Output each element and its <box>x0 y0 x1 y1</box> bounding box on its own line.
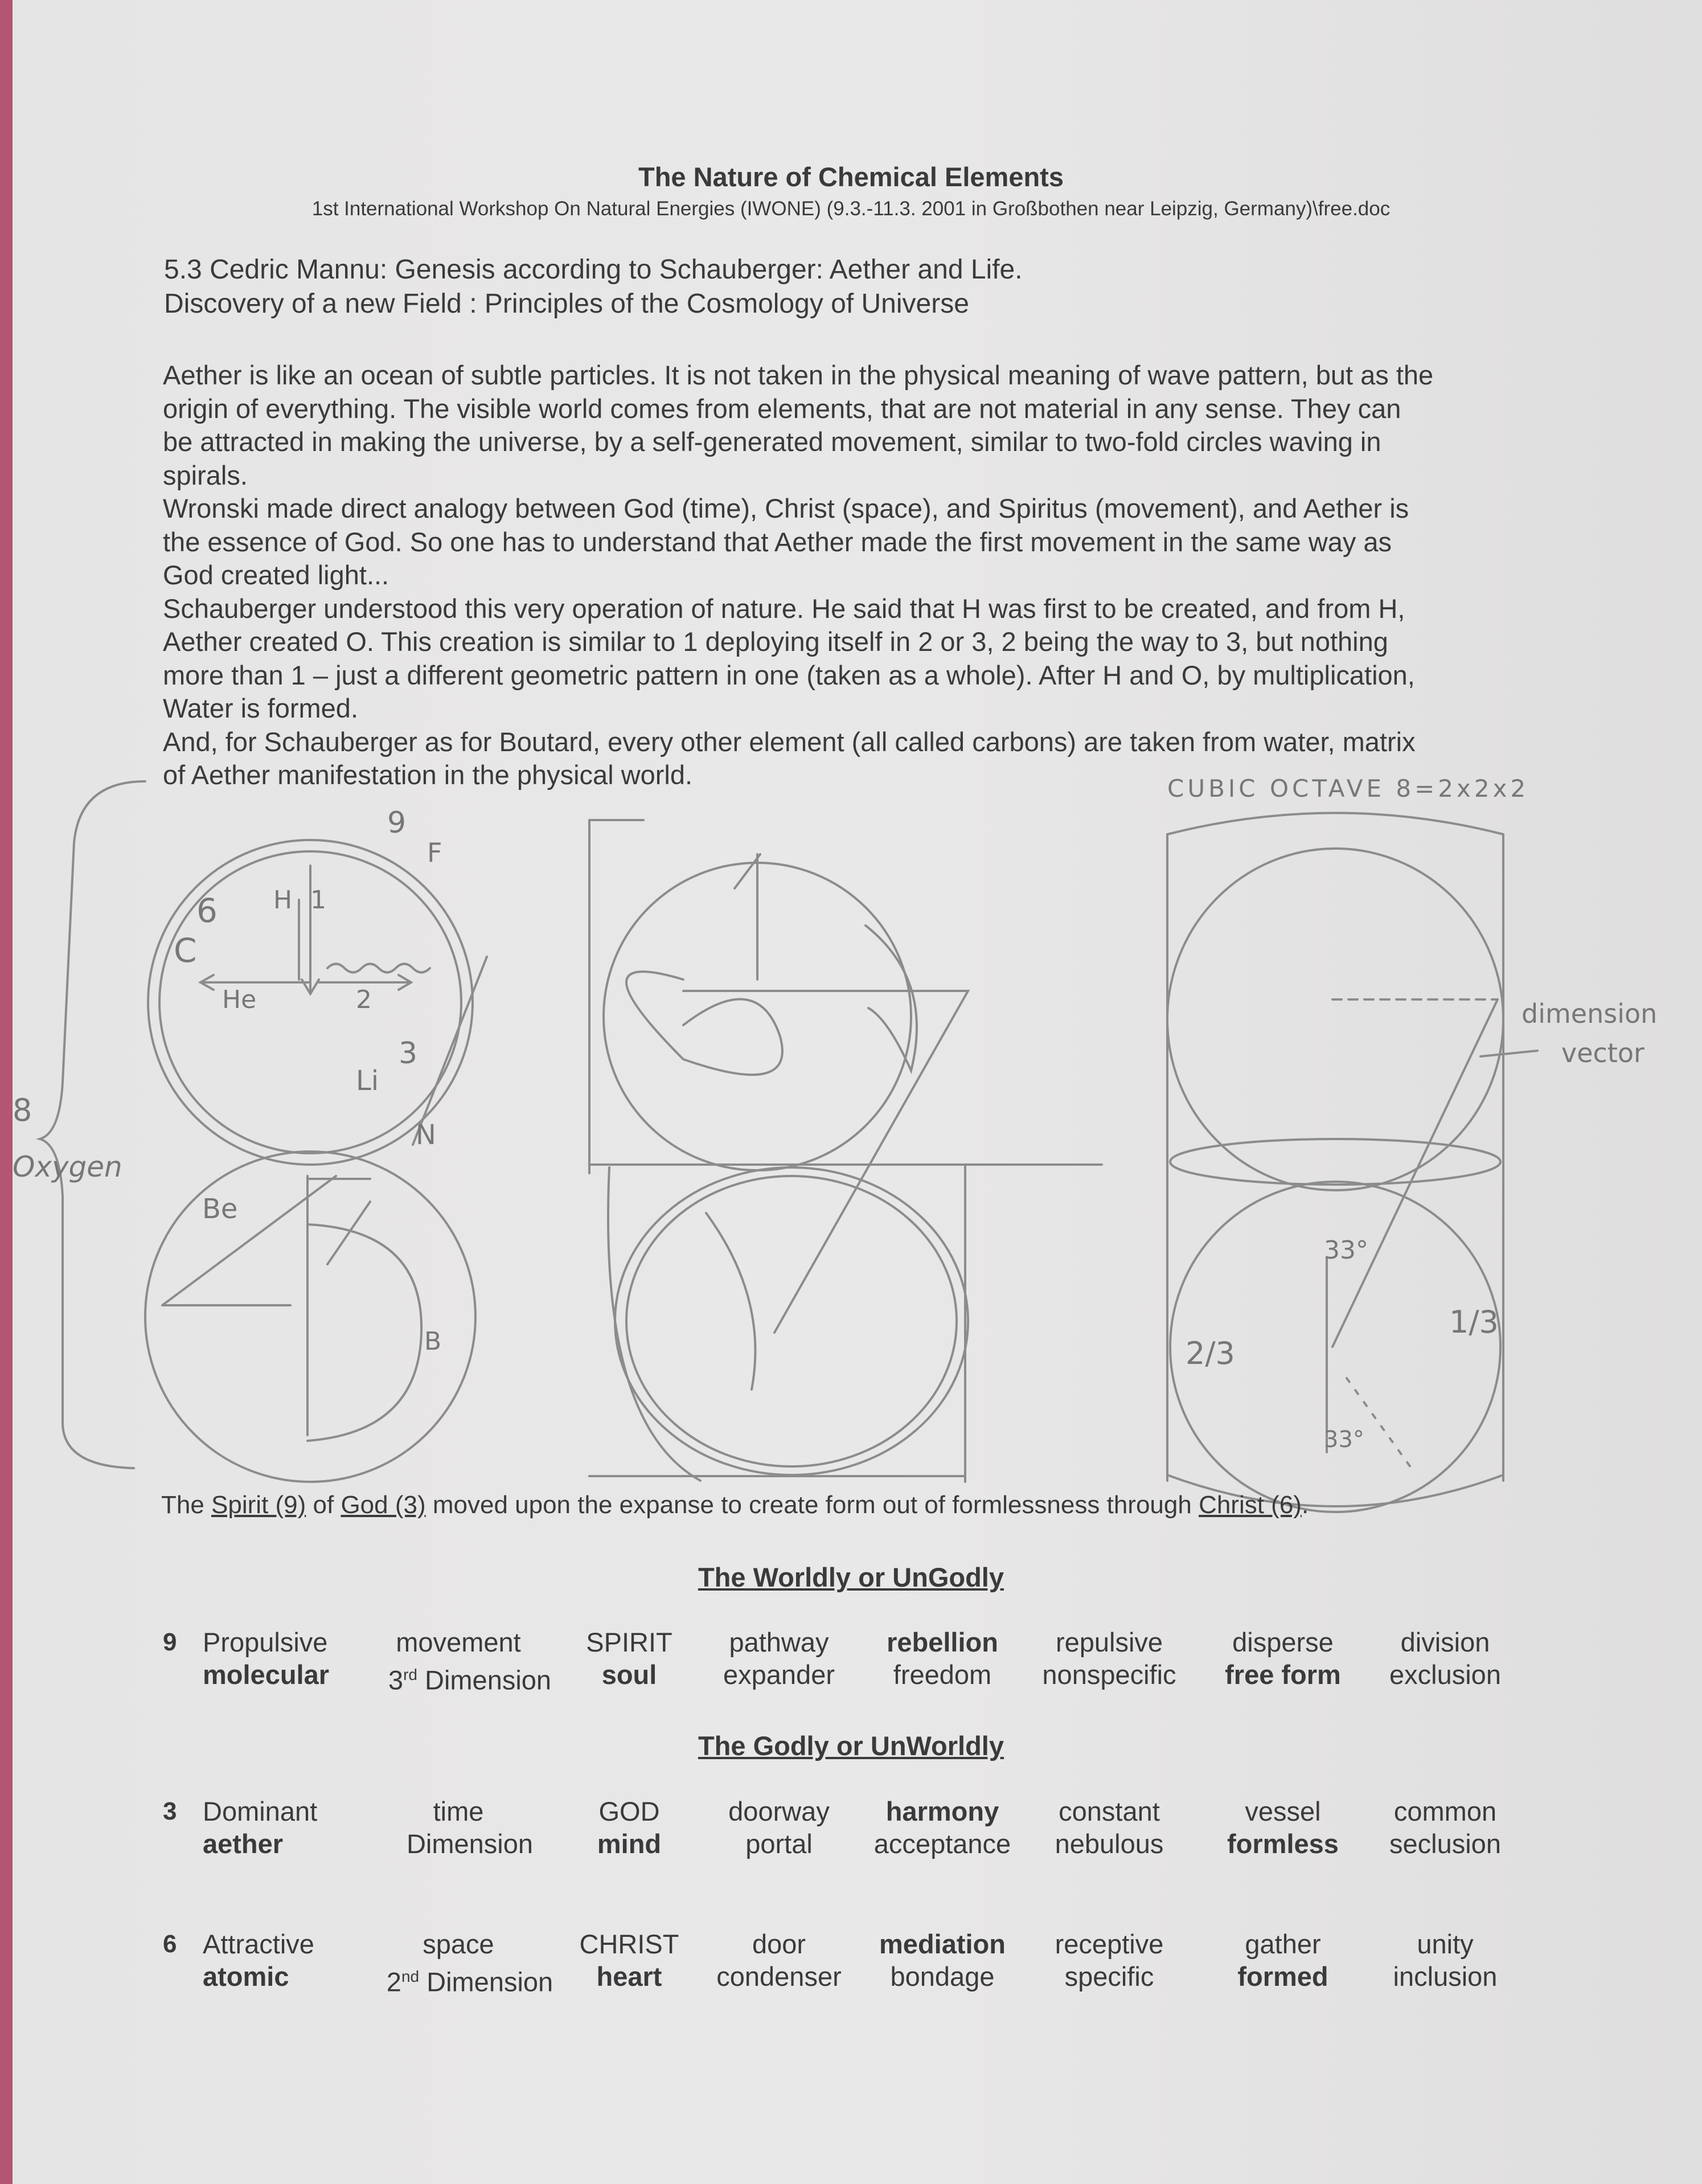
body-line: of Aether manifestation in the physical world. <box>163 760 693 790</box>
section-subheading: Discovery of a new Field : Principles of the Cosmology of Universe <box>164 289 969 319</box>
middle-frame <box>589 820 1102 1482</box>
label-vector: vector <box>1561 1038 1644 1068</box>
cell-top: Propulsive <box>203 1627 328 1657</box>
cell-bottom: aether <box>203 1829 284 1859</box>
cell-bottom: mind <box>597 1829 662 1859</box>
sphere-equator <box>1170 1139 1500 1185</box>
body-line: be attracted in making the universe, by a self-generated movement, similar to two-fold circles waving in <box>163 427 1381 457</box>
cell-bottom: acceptance <box>873 1829 1011 1859</box>
cell-bottom: nonspecific <box>1042 1659 1176 1690</box>
label-b: B <box>424 1327 442 1356</box>
page-title: The Nature of Chemical Elements <box>638 162 1064 192</box>
label-one: 1 <box>310 886 326 915</box>
label-six: 6 <box>196 891 218 930</box>
section-heading: 5.3 Cedric Mannu: Genesis according to Schauberger: Aether and Life. <box>164 255 1023 285</box>
table-cell <box>846 1626 1039 1691</box>
body-line: God created light... <box>163 560 389 590</box>
cell-top: movement <box>396 1627 521 1657</box>
glyph-seven <box>683 991 968 1333</box>
cylinder-top <box>1167 813 1503 835</box>
body-line: origin of everything. The visible world comes from elements, that are not material in any sense. They can <box>163 393 1401 424</box>
cell-top: division <box>1400 1627 1490 1657</box>
cell-top: gather <box>1245 1929 1321 1959</box>
cell-bottom: bondage <box>890 1961 995 1992</box>
body-line: Wronski made direct analogy between God (time), Christ (space), and Spiritus (movement), and Aether is <box>163 493 1409 523</box>
cylinder-sides <box>1167 834 1503 1481</box>
wave <box>327 964 430 973</box>
arrow-down <box>302 866 319 994</box>
cell-bottom: nebulous <box>1055 1829 1164 1859</box>
cell-top: vessel <box>1245 1796 1321 1826</box>
cell-bottom: atomic <box>203 1961 289 1992</box>
cell-top: harmony <box>885 1796 999 1826</box>
cell-top: disperse <box>1232 1627 1334 1657</box>
cell-top: Dominant <box>203 1796 318 1826</box>
circle-middle-bottom <box>615 1167 968 1475</box>
body-line: Water is formed. <box>163 693 358 723</box>
cell-top: rebellion <box>887 1627 998 1657</box>
cell-top: SPIRIT <box>586 1627 672 1657</box>
cell-bottom: soul <box>601 1659 657 1690</box>
table-cell <box>1012 1795 1206 1860</box>
cell-top: common <box>1393 1796 1497 1826</box>
cell-bottom: formless <box>1227 1829 1339 1859</box>
label-cubic-octave: CUBIC OCTAVE 8=2x2x2 <box>1167 775 1529 802</box>
label-one-third: 1/3 <box>1449 1304 1499 1340</box>
table-cell <box>1012 1928 1206 1993</box>
table-cell <box>1348 1795 1542 1860</box>
sketch-caption: The Spirit (9) of God (3) moved upon the expanse to create form out of formlessness through Christ (6). <box>161 1491 1309 1519</box>
cell-top: GOD <box>598 1796 660 1826</box>
cell-bottom: free form <box>1225 1659 1341 1690</box>
label-n: N <box>416 1119 436 1151</box>
cell-top: CHRIST <box>579 1929 679 1959</box>
cell-top: space <box>423 1929 494 1959</box>
row-number: 3 <box>163 1797 177 1825</box>
table-cell <box>367 1795 561 1860</box>
circle-left-bottom <box>145 1152 475 1482</box>
cell-bottom: specific <box>1064 1961 1154 1992</box>
cell-top: door <box>752 1929 806 1959</box>
caption-god: God (3) <box>341 1491 426 1519</box>
glyph-four <box>162 1176 336 1305</box>
glyph-two <box>626 972 782 1075</box>
cell-bottom: formed <box>1237 1961 1328 1992</box>
label-li: Li <box>356 1065 379 1097</box>
label-two-thirds: 2/3 <box>1186 1335 1235 1371</box>
cell-bottom: seclusion <box>1389 1829 1501 1859</box>
label-two: 2 <box>356 985 372 1014</box>
body-line: the essence of God. So one has to understand that Aether made the first movement in the same way as <box>163 526 1392 557</box>
label-eight: 8 <box>13 1092 32 1128</box>
body-line: more than 1 – just a different geometric pattern in one (taken as a whole). After H and O, by multiplication, <box>163 659 1415 690</box>
cell-bottom: expander <box>723 1659 835 1690</box>
cell-top: doorway <box>728 1796 830 1826</box>
body-line: Aether is like an ocean of subtle particles. It is not taken in the physical meaning of wave pattern, but as the <box>163 360 1434 390</box>
label-degree-top: 33° <box>1324 1236 1368 1265</box>
circle-middle-bottom-inner <box>626 1176 957 1466</box>
body-line: spirals. <box>163 460 248 490</box>
glyph-one <box>735 854 760 980</box>
cell-bottom: 2nd Dimension <box>386 1966 553 1997</box>
line-small <box>327 1202 370 1264</box>
cell-top: unity <box>1417 1929 1474 1959</box>
label-h: H <box>273 886 293 915</box>
heading-worldly: The Worldly or UnGodly <box>698 1562 1004 1592</box>
body-line: Aether created O. This creation is similar to 1 deploying itself in 2 or 3, 2 being the way to 3, but nothing <box>163 626 1388 657</box>
glyph-five <box>307 1176 421 1441</box>
label-degree-bottom: 33° <box>1324 1427 1364 1453</box>
body-line: Schauberger understood this very operation of nature. He said that H was first to be created, and from H, <box>163 593 1405 624</box>
cell-top: repulsive <box>1055 1627 1163 1657</box>
caption-spirit: Spirit (9) <box>211 1491 306 1519</box>
table-cell <box>367 1928 561 1998</box>
cell-top: receptive <box>1055 1929 1164 1959</box>
label-three: 3 <box>399 1036 418 1071</box>
label-f: F <box>427 837 442 868</box>
vector-pointer <box>1480 1051 1537 1056</box>
cell-bottom: Dimension <box>406 1829 534 1859</box>
cell-top: Attractive <box>203 1929 314 1959</box>
label-dimension: dimension <box>1521 998 1658 1029</box>
table-cell <box>846 1795 1039 1860</box>
brace-left <box>40 781 145 1468</box>
cell-bottom: 3rd Dimension <box>388 1665 552 1695</box>
heading-godly: The Godly or UnWorldly <box>698 1731 1004 1761</box>
table-cell <box>1012 1626 1206 1691</box>
label-c: C <box>174 931 197 970</box>
cell-bottom: molecular <box>203 1659 330 1690</box>
table-cell <box>1348 1928 1542 1993</box>
cell-bottom: portal <box>745 1829 813 1859</box>
row-number: 9 <box>163 1628 177 1656</box>
line-n <box>413 957 487 1145</box>
body-line: And, for Schauberger as for Boutard, every other element (all called carbons) are taken from water, matrix <box>163 726 1416 757</box>
table-cell <box>1348 1626 1542 1691</box>
inner-arc <box>706 1213 755 1390</box>
row-number: 6 <box>163 1930 177 1958</box>
cell-bottom: inclusion <box>1393 1961 1498 1992</box>
cell-bottom: heart <box>596 1961 662 1992</box>
dimension-vector-line <box>1332 999 1498 1347</box>
label-he: He <box>222 985 257 1014</box>
cell-bottom: freedom <box>893 1659 992 1690</box>
table-cell <box>846 1928 1039 1993</box>
label-oxygen: Oxygen <box>13 1150 122 1183</box>
page-subtitle: 1st International Workshop On Natural Energies (IWONE) (9.3.-11.3. 2001 in Großbothen near Leipzig, Germany)\free.doc <box>311 198 1391 220</box>
cell-top: mediation <box>879 1929 1006 1959</box>
label-nine: 9 <box>387 806 407 840</box>
cell-top: time <box>433 1796 484 1826</box>
cell-bottom: condenser <box>716 1961 842 1992</box>
caption-christ: Christ (6) <box>1199 1491 1302 1519</box>
cell-bottom: exclusion <box>1389 1659 1501 1690</box>
label-be: Be <box>202 1193 238 1225</box>
cell-top: pathway <box>729 1627 829 1657</box>
table-cell <box>367 1626 561 1697</box>
dotted-line <box>1347 1378 1412 1469</box>
cell-top: constant <box>1059 1796 1160 1826</box>
